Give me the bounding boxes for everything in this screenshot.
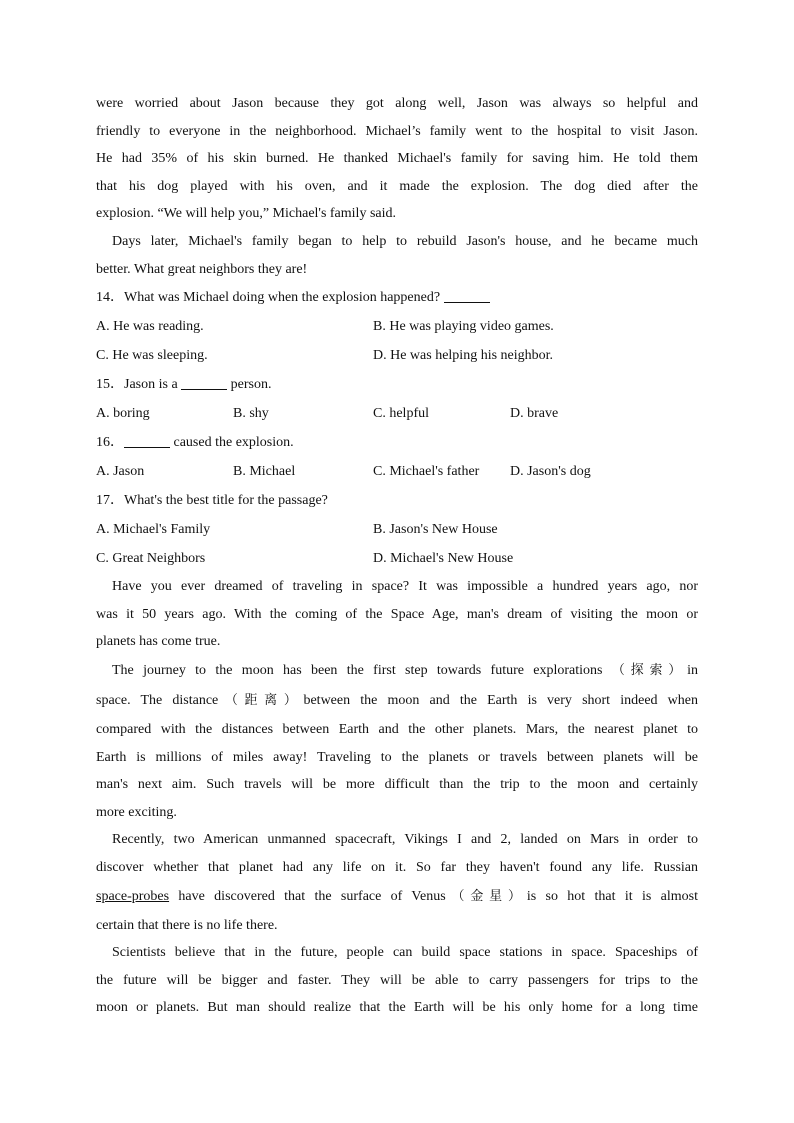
answer-blank[interactable] — [444, 288, 490, 303]
text-run: have discovered that the surface of Venus — [169, 888, 446, 904]
chinese-gloss: （探索） — [611, 662, 688, 678]
passage2-line: more exciting. — [96, 804, 177, 820]
passage2-line: was it 50 years ago. With the coming of the Space Age, man's dream of visiting the moon or — [96, 606, 698, 622]
answer-blank[interactable] — [124, 433, 170, 448]
option-a[interactable]: A. Jason — [96, 464, 145, 480]
passage2-line: Scientists believe that in the future, people can build space stations in space. Spaceships of — [112, 945, 698, 961]
question-14 — [96, 283, 698, 312]
options-row — [96, 341, 698, 370]
text-run: between the moon and the Earth is very short indeed when — [303, 692, 698, 708]
question-stem: 14．What was Michael doing when the explosion happened? — [96, 290, 444, 306]
option-a[interactable]: A. Michael's Family — [96, 522, 211, 538]
passage1-line: friendly to everyone in the neighborhood. Michael’s family went to the hospital to visit Jason. — [96, 123, 698, 139]
passage1-line: He had 35% of his skin burned. He thanked Michael's family for saving him. He told them — [96, 151, 698, 167]
option-b[interactable]: B. Jason's New House — [373, 522, 498, 538]
question-stem-end: person. — [227, 377, 272, 393]
option-c[interactable]: C. Michael's father — [373, 464, 480, 480]
passage2-line: discover whether that planet had any life on it. So far they haven't found any life. Russian — [96, 859, 698, 875]
option-a[interactable]: A. He was reading. — [96, 319, 204, 335]
passage1-line: were worried about Jason because they got along well, Jason was always so helpful and — [96, 96, 698, 111]
option-d[interactable]: D. Michael's New House — [373, 551, 514, 567]
passage1-line: that his dog played with his oven, and it made the explosion. The dog died after the — [96, 178, 698, 194]
option-d[interactable]: D. He was helping his neighbor. — [373, 348, 554, 364]
chinese-gloss: （距离） — [218, 692, 304, 708]
passage2-p2-line — [96, 686, 698, 716]
options-row — [96, 399, 698, 428]
option-c[interactable]: C. Great Neighbors — [96, 551, 206, 567]
question-17: 17．What's the best title for the passage? — [96, 493, 328, 509]
options-row — [96, 544, 698, 573]
text-run: space. The distance — [96, 692, 219, 708]
passage2-line: man's next aim. Such travels will be more difficult than the trip to the moon and certainly — [96, 777, 698, 793]
passage2-p3-line — [96, 882, 698, 912]
passage2-line: compared with the distances between Earth and the other planets. Mars, the nearest planet to — [96, 721, 698, 737]
options-row — [96, 457, 698, 486]
option-b[interactable]: B. He was playing video games. — [373, 319, 554, 335]
question-15 — [96, 370, 698, 399]
option-c[interactable]: C. He was sleeping. — [96, 348, 208, 364]
passage2-line: moon or planets. But man should realize that the Earth will be his only home for a long time — [96, 1000, 698, 1016]
text-run: is so hot that it is almost — [526, 888, 698, 904]
question-stem: 15．Jason is a — [96, 377, 182, 393]
document-page — [96, 90, 698, 1022]
option-a[interactable]: A. boring — [96, 406, 150, 422]
text-run: The journey to the moon has been the first step towards future explorations — [112, 662, 603, 678]
options-row — [96, 312, 698, 341]
passage2-line: certain that there is no life there. — [96, 917, 278, 933]
chinese-gloss: （金星） — [445, 888, 527, 904]
answer-blank[interactable] — [181, 375, 227, 390]
passage2-line: Recently, two American unmanned spacecraft, Vikings I and 2, landed on Mars in order to — [112, 832, 698, 848]
option-d[interactable]: D. Jason's dog — [510, 464, 591, 480]
option-d[interactable]: D. brave — [510, 406, 559, 422]
passage1-para2-line: better. What great neighbors they are! — [96, 261, 308, 277]
passage2-line: Have you ever dreamed of traveling in space? It was impossible a hundred years ago, nor — [112, 579, 698, 595]
question-stem-end: caused the explosion. — [170, 435, 294, 451]
passage2-line: planets has come true. — [96, 634, 221, 650]
question-16 — [96, 428, 698, 457]
passage1-line: explosion. “We will help you,” Michael's family said. — [96, 206, 396, 222]
text-run: in — [687, 662, 698, 678]
underlined-term: space-probes — [96, 888, 170, 904]
passage2-line: the future will be bigger and faster. They will be able to carry passengers for trips to the — [96, 972, 698, 988]
question-stem: 16． — [96, 435, 124, 451]
passage2-p2-line — [96, 656, 698, 686]
option-b[interactable]: B. shy — [233, 406, 269, 422]
options-row — [96, 515, 698, 544]
passage1-para2-line: Days later, Michael's family began to help to rebuild Jason's house, and he became much — [112, 233, 698, 249]
passage2-line: Earth is millions of miles away! Traveling to the planets or travels between planets will be — [96, 749, 698, 765]
option-b[interactable]: B. Michael — [233, 464, 296, 480]
option-c[interactable]: C. helpful — [373, 406, 429, 422]
